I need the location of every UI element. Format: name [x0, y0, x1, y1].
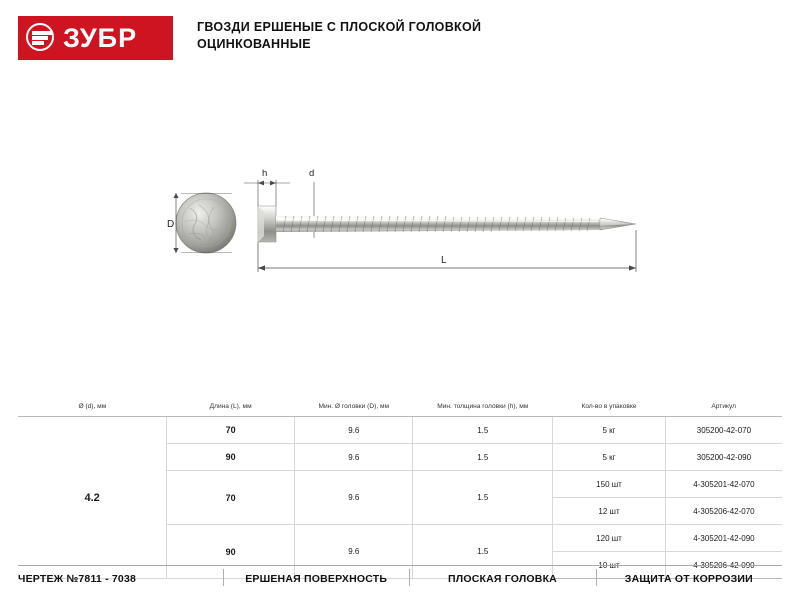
cell-length: 70: [167, 417, 295, 444]
footer-feature-head: ПЛОСКАЯ ГОЛОВКА: [409, 573, 595, 585]
table-header-cell: Мин. Ø головки (D), мм: [295, 398, 413, 417]
cell-diameter: 4.2: [18, 417, 167, 579]
page-title: [197, 16, 481, 53]
page-footer: [18, 565, 782, 585]
page-title-line-1: ГВОЗДИ ЕРШЕНЫЕ С ПЛОСКОЙ ГОЛОВКОЙ: [197, 20, 482, 34]
zubr-logo-icon: [26, 23, 56, 53]
table-header-row: [18, 398, 782, 417]
cell-sku: 4-305201-42-090: [665, 525, 782, 552]
dimension-L: [258, 230, 636, 272]
cell-sku: 4-305206-42-090: [665, 552, 782, 579]
cell-length: 90: [167, 525, 295, 579]
cell-pack-quantity: 120 шт: [553, 525, 666, 552]
footer-feature-corrosion: ЗАЩИТА ОТ КОРРОЗИИ: [596, 573, 782, 585]
cell-length: 90: [167, 444, 295, 471]
table-header-cell: Длина (L), мм: [167, 398, 295, 417]
table-row: [18, 417, 782, 444]
dimension-label-L: L: [441, 255, 447, 266]
cell-head-diameter: 9.6: [295, 525, 413, 579]
page-title-line-2: ОЦИНКОВАННЫЕ: [197, 37, 311, 51]
cell-pack-quantity: 5 кг: [553, 417, 666, 444]
specification-table: [18, 398, 782, 579]
cell-head-diameter: 9.6: [295, 444, 413, 471]
dimension-label-D: D: [167, 219, 175, 230]
technical-drawing: [0, 150, 800, 330]
nail-diagram-svg: [0, 150, 800, 330]
nail-head-top-view: [176, 193, 236, 253]
brand-name: ЗУБР: [63, 22, 138, 53]
footer-drawing-number: ЧЕРТЕЖ №7811 - 7038: [18, 573, 137, 585]
cell-sku: 4-305201-42-070: [665, 471, 782, 498]
table-header-cell: Мин. толщина головки (h), мм: [413, 398, 553, 417]
cell-length: 70: [167, 471, 295, 525]
cell-pack-quantity: 150 шт: [553, 471, 666, 498]
cell-head-diameter: 9.6: [295, 417, 413, 444]
cell-pack-quantity: 10 шт: [553, 552, 666, 579]
cell-head-thickness: 1.5: [413, 444, 553, 471]
cell-head-thickness: 1.5: [413, 417, 553, 444]
cell-head-diameter: 9.6: [295, 471, 413, 525]
cell-sku: 305200-42-070: [665, 417, 782, 444]
dimension-label-d: d: [309, 168, 315, 179]
table-header-cell: Артикул: [665, 398, 782, 417]
cell-pack-quantity: 12 шт: [553, 498, 666, 525]
cell-pack-quantity: 5 кг: [553, 444, 666, 471]
cell-head-thickness: 1.5: [413, 525, 553, 579]
nail-side-view: [258, 206, 636, 242]
dimension-h: [244, 180, 290, 206]
cell-sku: 305200-42-090: [665, 444, 782, 471]
brand-logo: [18, 16, 173, 60]
footer-feature-surface: ЕРШЕНАЯ ПОВЕРХНОСТЬ: [223, 573, 409, 585]
page-header: [0, 0, 800, 60]
table-header-cell: Кол-во в упаковке: [553, 398, 666, 417]
dimension-label-h: h: [262, 168, 268, 179]
cell-sku: 4-305206-42-070: [665, 498, 782, 525]
cell-head-thickness: 1.5: [413, 471, 553, 525]
table-header-cell: Ø (d), мм: [18, 398, 167, 417]
